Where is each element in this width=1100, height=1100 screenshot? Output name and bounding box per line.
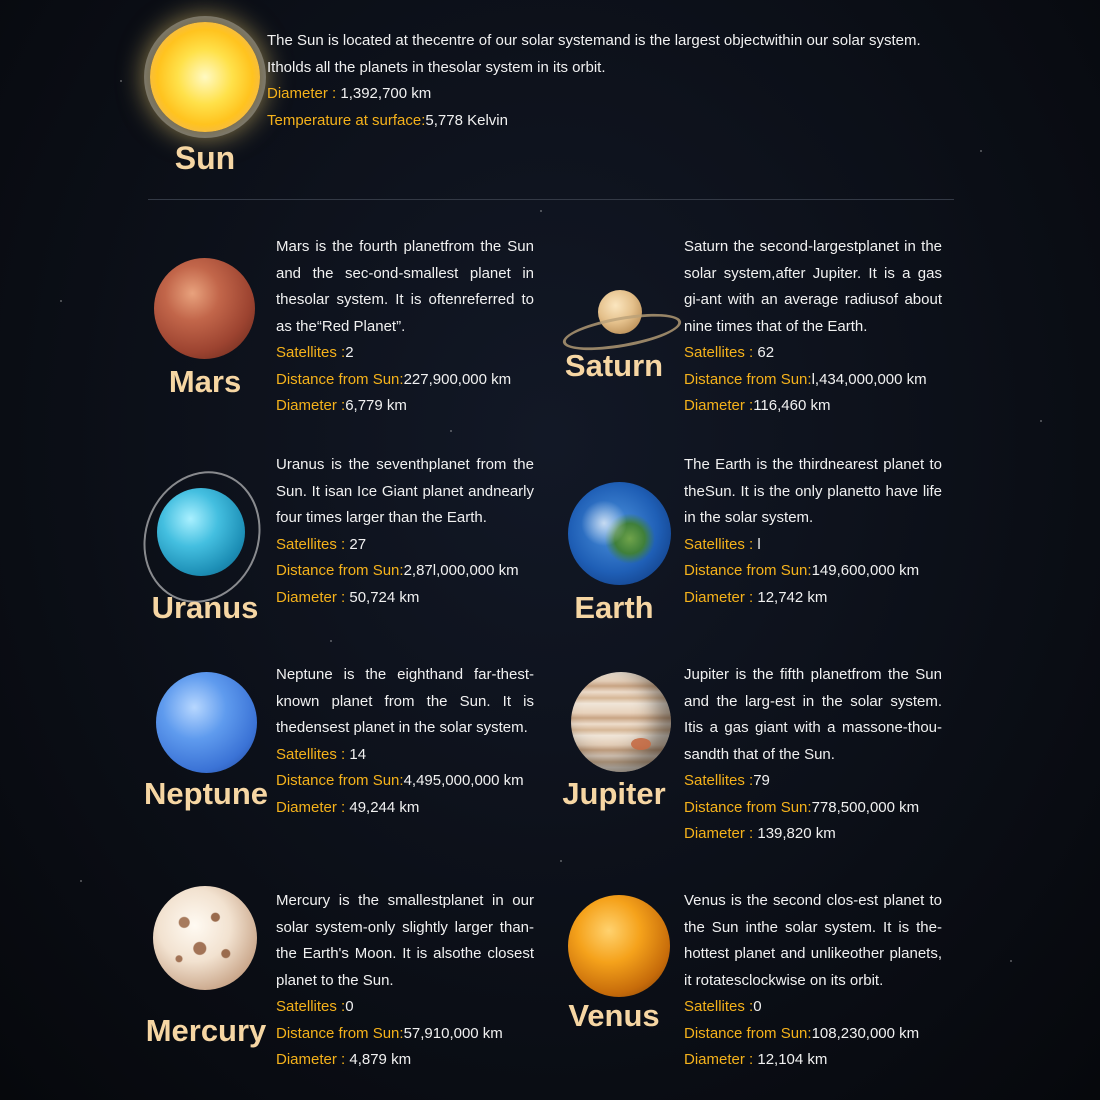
- sun-stat-temperature: Temperature at surface:5,778 Kelvin: [267, 111, 508, 129]
- section-divider: [148, 199, 954, 200]
- saturn-description: Saturn the second-largestplanet in the solar system,after Jupiter. It is a gas gi-ant with an average radiusof about nine times that of the Earth. Satellites : 62 Distance from Sun:l,434,000,000 km Diameter :116,460 km: [684, 238, 942, 414]
- sun-title: Sun: [174, 140, 236, 176]
- venus-image: [568, 895, 670, 997]
- mars-description: Mars is the fourth planetfrom the Sun and the sec-ond-smallest planet in thesolar system. It is oftenreferred to as the“Red Planet”. Satellites :2 Distance from Sun:227,900,000 km Diameter :6,779 km: [276, 238, 534, 414]
- sun-desc-line-2: Itholds all the planets in thesolar system in its orbit.: [267, 58, 606, 76]
- uranus-description: Uranus is the seventhplanet from the Sun. It isan Ice Giant planet andnearly four times larger than the Earth. Satellites : 27 Distance from Sun:2,87l,000,000 km Diameter : 50,724 km: [276, 456, 534, 606]
- venus-description: Venus is the second clos-est planet to the Sun inthe solar system. It is the-hottest planet and unlikeother planets, it rotatesclockwise on its orbit. Satellites :0 Distance from Sun:108,230,000 km Diameter : 12,104 km: [684, 892, 942, 1068]
- earth-description: The Earth is the thirdnearest planet to theSun. It is the only planetto have life in the solar system. Satellites : l Distance from Sun:149,600,000 km Diameter : 12,742 km: [684, 456, 942, 606]
- jupiter-description: Jupiter is the fifth planetfrom the Sun and the larg-est in the solar system. Itis a gas giant with a massone-thou-sandth that of the Sun. Satellites :79 Distance from Sun:778,500,000 km Diameter : 139,820 km: [684, 666, 942, 842]
- mercury-description: Mercury is the smallestplanet in our solar system-only slightly larger than-the Earth's Moon. It is alsothe closest planet to the Sun. Satellites :0 Distance from Sun:57,910,000 km Diameter : 4,879 km: [276, 892, 534, 1068]
- earth-title: Earth: [574, 590, 654, 625]
- jupiter-title: Jupiter: [562, 776, 666, 811]
- saturn-title: Saturn: [564, 348, 664, 383]
- venus-title: Venus: [568, 998, 660, 1033]
- jupiter-image: [571, 672, 671, 772]
- neptune-image: [156, 672, 257, 773]
- sun-desc-line-1: The Sun is located at thecentre of our solar systemand is the largest objectwithin our solar system.: [267, 32, 921, 49]
- sun-image: [150, 22, 260, 132]
- neptune-title: Neptune: [144, 776, 268, 811]
- mars-image: [154, 258, 255, 359]
- neptune-description: Neptune is the eighthand far-thest-known planet from the Sun. It is thedensest planet in the solar system. Satellites : 14 Distance from Sun:4,495,000,000 km Diameter : 49,244 km: [276, 666, 534, 816]
- uranus-title: Uranus: [151, 590, 259, 625]
- sun-stat-diameter: Diameter : 1,392,700 km: [267, 85, 432, 102]
- mercury-title: Mercury: [145, 1013, 267, 1048]
- mercury-image: [153, 886, 257, 990]
- mars-title: Mars: [168, 364, 242, 399]
- earth-image: [568, 482, 671, 585]
- sun-description: [267, 28, 957, 134]
